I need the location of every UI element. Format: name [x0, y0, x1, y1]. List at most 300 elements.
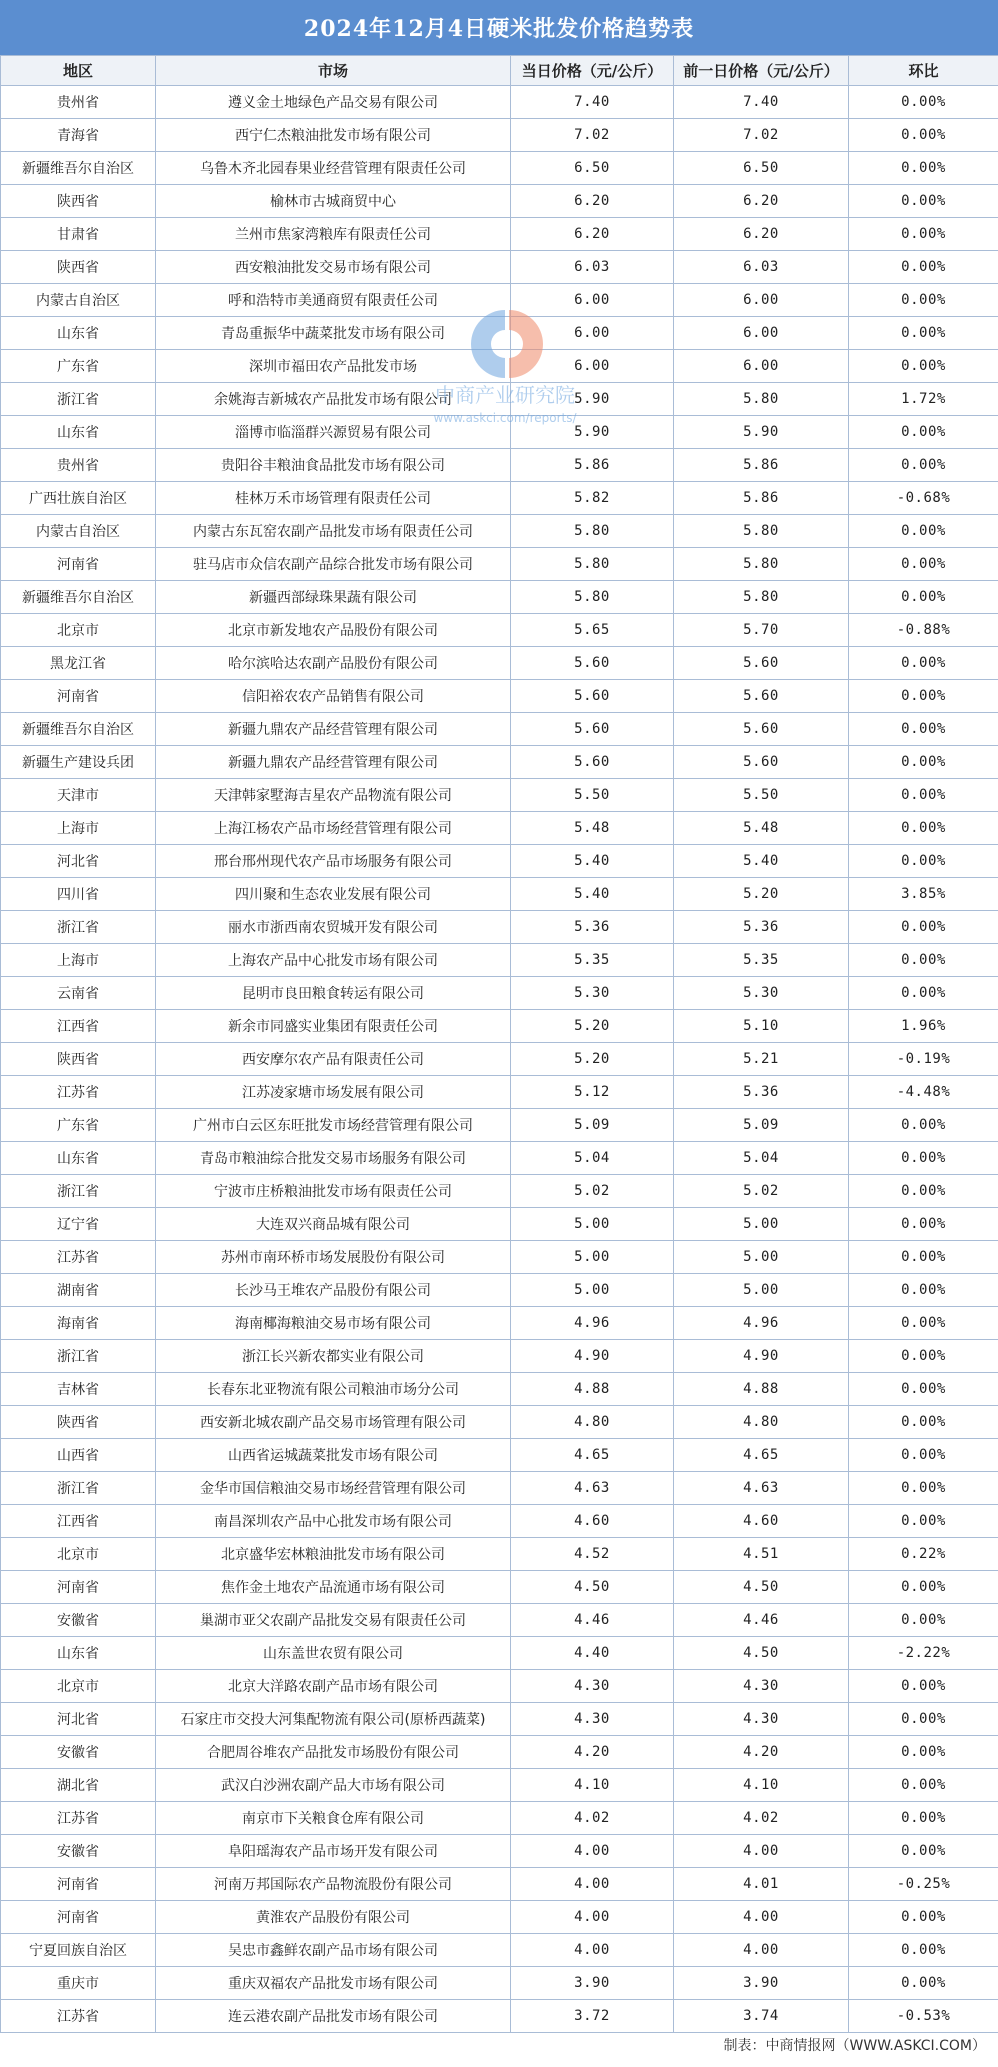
cell-prev-price: 4.46	[674, 1604, 849, 1637]
cell-prev-price: 5.70	[674, 614, 849, 647]
cell-change: 0.00%	[849, 1736, 998, 1769]
cell-market: 吴忠市鑫鲜农副产品市场有限公司	[156, 1934, 511, 1967]
cell-prev-price: 5.90	[674, 416, 849, 449]
cell-prev-price: 5.02	[674, 1175, 849, 1208]
table-row	[1, 1472, 998, 1505]
cell-change: 0.00%	[849, 1604, 998, 1637]
table-row	[1, 1175, 998, 1208]
table-body	[1, 86, 998, 2033]
cell-region: 江苏省	[1, 1076, 156, 1109]
table-row	[1, 1076, 998, 1109]
cell-market: 西安粮油批发交易市场有限公司	[156, 251, 511, 284]
cell-market: 新疆西部绿珠果蔬有限公司	[156, 581, 511, 614]
cell-today-price: 6.00	[511, 350, 674, 383]
cell-prev-price: 4.50	[674, 1637, 849, 1670]
cell-change: 0.00%	[849, 977, 998, 1010]
cell-market: 淄博市临淄群兴源贸易有限公司	[156, 416, 511, 449]
cell-prev-price: 5.60	[674, 647, 849, 680]
cell-change: 0.00%	[849, 1769, 998, 1802]
cell-region: 甘肃省	[1, 218, 156, 251]
cell-region: 河北省	[1, 1703, 156, 1736]
table-row	[1, 482, 998, 515]
cell-region: 辽宁省	[1, 1208, 156, 1241]
cell-today-price: 5.00	[511, 1241, 674, 1274]
cell-prev-price: 6.00	[674, 284, 849, 317]
cell-change: 3.85%	[849, 878, 998, 911]
cell-prev-price: 5.36	[674, 1076, 849, 1109]
table-row	[1, 911, 998, 944]
cell-market: 上海江杨农产品市场经营管理有限公司	[156, 812, 511, 845]
table-row	[1, 1505, 998, 1538]
cell-prev-price: 4.30	[674, 1670, 849, 1703]
cell-change: 1.96%	[849, 1010, 998, 1043]
cell-prev-price: 5.00	[674, 1208, 849, 1241]
cell-prev-price: 6.03	[674, 251, 849, 284]
table-row	[1, 647, 998, 680]
cell-market: 长春东北亚物流有限公司粮油市场分公司	[156, 1373, 511, 1406]
table-row	[1, 1010, 998, 1043]
cell-change: 0.00%	[849, 746, 998, 779]
cell-today-price: 5.40	[511, 845, 674, 878]
table-row	[1, 1835, 998, 1868]
cell-region: 四川省	[1, 878, 156, 911]
cell-region: 北京市	[1, 614, 156, 647]
table-row	[1, 845, 998, 878]
cell-region: 山东省	[1, 1637, 156, 1670]
cell-region: 江苏省	[1, 1802, 156, 1835]
cell-region: 广东省	[1, 350, 156, 383]
table-row	[1, 1934, 998, 1967]
header-market: 市场	[156, 56, 511, 86]
cell-market: 西安新北城农副产品交易市场管理有限公司	[156, 1406, 511, 1439]
cell-today-price: 5.80	[511, 548, 674, 581]
cell-today-price: 5.50	[511, 779, 674, 812]
cell-today-price: 7.40	[511, 86, 674, 119]
cell-today-price: 4.02	[511, 1802, 674, 1835]
cell-region: 陕西省	[1, 251, 156, 284]
cell-region: 河南省	[1, 548, 156, 581]
cell-today-price: 5.65	[511, 614, 674, 647]
cell-region: 浙江省	[1, 1175, 156, 1208]
cell-change: 0.00%	[849, 581, 998, 614]
cell-prev-price: 4.96	[674, 1307, 849, 1340]
cell-today-price: 5.60	[511, 647, 674, 680]
cell-today-price: 6.03	[511, 251, 674, 284]
cell-change: 0.00%	[849, 416, 998, 449]
cell-change: 0.00%	[849, 713, 998, 746]
cell-market: 天津韩家墅海吉星农产品物流有限公司	[156, 779, 511, 812]
footer-source: 制表：中商情报网（WWW.ASKCI.COM）	[723, 2038, 986, 2054]
cell-region: 安徽省	[1, 1835, 156, 1868]
header-prev-price: 前一日价格（元/公斤）	[674, 56, 849, 86]
cell-market: 青岛市粮油综合批发交易市场服务有限公司	[156, 1142, 511, 1175]
cell-today-price: 4.50	[511, 1571, 674, 1604]
cell-change: 0.00%	[849, 1934, 998, 1967]
cell-region: 山东省	[1, 1142, 156, 1175]
cell-market: 新疆九鼎农产品经营管理有限公司	[156, 746, 511, 779]
cell-change: -2.22%	[849, 1637, 998, 1670]
cell-today-price: 5.20	[511, 1043, 674, 1076]
cell-prev-price: 6.20	[674, 185, 849, 218]
table-row	[1, 449, 998, 482]
cell-change: 0.00%	[849, 350, 998, 383]
cell-today-price: 5.60	[511, 713, 674, 746]
cell-region: 海南省	[1, 1307, 156, 1340]
cell-today-price: 4.20	[511, 1736, 674, 1769]
cell-change: -0.53%	[849, 2000, 998, 2033]
cell-change: 0.00%	[849, 1406, 998, 1439]
cell-today-price: 5.86	[511, 449, 674, 482]
header-change: 环比	[849, 56, 998, 86]
cell-market: 河南万邦国际农产品物流股份有限公司	[156, 1868, 511, 1901]
table-row	[1, 1208, 998, 1241]
cell-region: 新疆维吾尔自治区	[1, 713, 156, 746]
cell-prev-price: 5.50	[674, 779, 849, 812]
cell-today-price: 4.52	[511, 1538, 674, 1571]
cell-change: 0.00%	[849, 680, 998, 713]
cell-prev-price: 5.40	[674, 845, 849, 878]
table-row	[1, 1340, 998, 1373]
table-row	[1, 1571, 998, 1604]
price-table	[0, 55, 998, 2033]
cell-region: 宁夏回族自治区	[1, 1934, 156, 1967]
table-row	[1, 218, 998, 251]
cell-region: 陕西省	[1, 1406, 156, 1439]
cell-market: 呼和浩特市美通商贸有限责任公司	[156, 284, 511, 317]
cell-today-price: 4.00	[511, 1934, 674, 1967]
cell-region: 贵州省	[1, 449, 156, 482]
table-row	[1, 1967, 998, 2000]
table-row	[1, 1868, 998, 1901]
cell-today-price: 5.02	[511, 1175, 674, 1208]
cell-prev-price: 5.80	[674, 383, 849, 416]
cell-region: 天津市	[1, 779, 156, 812]
cell-prev-price: 5.36	[674, 911, 849, 944]
cell-region: 浙江省	[1, 1472, 156, 1505]
cell-change: 0.00%	[849, 548, 998, 581]
cell-market: 余姚海吉新城农产品批发市场有限公司	[156, 383, 511, 416]
cell-today-price: 5.00	[511, 1208, 674, 1241]
table-row	[1, 1241, 998, 1274]
cell-region: 河南省	[1, 1901, 156, 1934]
table-row	[1, 1769, 998, 1802]
cell-today-price: 4.00	[511, 1868, 674, 1901]
cell-region: 黑龙江省	[1, 647, 156, 680]
cell-market: 苏州市南环桥市场发展股份有限公司	[156, 1241, 511, 1274]
cell-region: 贵州省	[1, 86, 156, 119]
cell-change: 0.00%	[849, 1703, 998, 1736]
table-row	[1, 1736, 998, 1769]
cell-market: 山西省运城蔬菜批发市场有限公司	[156, 1439, 511, 1472]
cell-change: 0.00%	[849, 911, 998, 944]
cell-change: 0.00%	[849, 449, 998, 482]
cell-prev-price: 5.30	[674, 977, 849, 1010]
cell-market: 合肥周谷堆农产品批发市场股份有限公司	[156, 1736, 511, 1769]
cell-today-price: 5.40	[511, 878, 674, 911]
cell-region: 重庆市	[1, 1967, 156, 2000]
cell-market: 深圳市福田农产品批发市场	[156, 350, 511, 383]
cell-market: 遵义金土地绿色产品交易有限公司	[156, 86, 511, 119]
table-row	[1, 944, 998, 977]
cell-change: 0.00%	[849, 1505, 998, 1538]
cell-change: -0.68%	[849, 482, 998, 515]
cell-prev-price: 4.80	[674, 1406, 849, 1439]
cell-market: 黄淮农产品股份有限公司	[156, 1901, 511, 1934]
table-row	[1, 251, 998, 284]
table-row	[1, 152, 998, 185]
cell-prev-price: 7.02	[674, 119, 849, 152]
cell-change: 0.00%	[849, 1571, 998, 1604]
cell-region: 云南省	[1, 977, 156, 1010]
cell-market: 南京市下关粮食仓库有限公司	[156, 1802, 511, 1835]
cell-today-price: 5.90	[511, 416, 674, 449]
cell-prev-price: 5.60	[674, 713, 849, 746]
cell-prev-price: 4.65	[674, 1439, 849, 1472]
table-row	[1, 383, 998, 416]
cell-today-price: 4.30	[511, 1703, 674, 1736]
cell-change: 0.00%	[849, 1241, 998, 1274]
cell-market: 石家庄市交投大河集配物流有限公司(原桥西蔬菜)	[156, 1703, 511, 1736]
table-row	[1, 515, 998, 548]
table-row	[1, 1109, 998, 1142]
cell-change: 0.00%	[849, 779, 998, 812]
cell-market: 北京大洋路农副产品市场有限公司	[156, 1670, 511, 1703]
cell-change: 0.00%	[849, 1142, 998, 1175]
cell-today-price: 6.20	[511, 185, 674, 218]
cell-prev-price: 6.00	[674, 350, 849, 383]
cell-prev-price: 4.02	[674, 1802, 849, 1835]
cell-change: 1.72%	[849, 383, 998, 416]
cell-today-price: 5.82	[511, 482, 674, 515]
cell-market: 武汉白沙洲农副产品大市场有限公司	[156, 1769, 511, 1802]
cell-prev-price: 3.74	[674, 2000, 849, 2033]
table-row	[1, 185, 998, 218]
cell-market: 邢台邢州现代农产品市场服务有限公司	[156, 845, 511, 878]
table-row	[1, 1703, 998, 1736]
cell-region: 河南省	[1, 1571, 156, 1604]
cell-today-price: 6.00	[511, 284, 674, 317]
cell-today-price: 6.20	[511, 218, 674, 251]
cell-region: 吉林省	[1, 1373, 156, 1406]
cell-prev-price: 5.04	[674, 1142, 849, 1175]
cell-market: 北京市新发地农产品股份有限公司	[156, 614, 511, 647]
cell-today-price: 5.12	[511, 1076, 674, 1109]
cell-region: 江苏省	[1, 2000, 156, 2033]
cell-market: 重庆双福农产品批发市场有限公司	[156, 1967, 511, 2000]
cell-region: 江西省	[1, 1010, 156, 1043]
cell-region: 浙江省	[1, 1340, 156, 1373]
cell-today-price: 4.88	[511, 1373, 674, 1406]
cell-prev-price: 5.20	[674, 878, 849, 911]
table-row	[1, 86, 998, 119]
table-title: 2024年12月4日硬米批发价格趋势表	[0, 0, 998, 55]
table-row	[1, 1901, 998, 1934]
cell-today-price: 5.80	[511, 581, 674, 614]
cell-prev-price: 5.09	[674, 1109, 849, 1142]
cell-region: 山东省	[1, 317, 156, 350]
cell-market: 青岛重振华中蔬菜批发市场有限公司	[156, 317, 511, 350]
header-region: 地区	[1, 56, 156, 86]
cell-market: 广州市白云区东旺批发市场经营管理有限公司	[156, 1109, 511, 1142]
cell-market: 榆林市古城商贸中心	[156, 185, 511, 218]
table-row	[1, 1307, 998, 1340]
cell-today-price: 3.72	[511, 2000, 674, 2033]
cell-today-price: 4.00	[511, 1901, 674, 1934]
cell-region: 江苏省	[1, 1241, 156, 1274]
cell-region: 陕西省	[1, 1043, 156, 1076]
cell-change: 0.00%	[849, 284, 998, 317]
cell-market: 江苏凌家塘市场发展有限公司	[156, 1076, 511, 1109]
cell-prev-price: 6.00	[674, 317, 849, 350]
cell-prev-price: 4.50	[674, 1571, 849, 1604]
cell-prev-price: 5.86	[674, 482, 849, 515]
cell-change: 0.00%	[849, 1208, 998, 1241]
cell-prev-price: 4.63	[674, 1472, 849, 1505]
cell-region: 内蒙古自治区	[1, 284, 156, 317]
cell-region: 山东省	[1, 416, 156, 449]
table-row	[1, 812, 998, 845]
cell-market: 昆明市良田粮食转运有限公司	[156, 977, 511, 1010]
table-row	[1, 1802, 998, 1835]
cell-market: 乌鲁木齐北园春果业经营管理有限责任公司	[156, 152, 511, 185]
cell-today-price: 4.46	[511, 1604, 674, 1637]
cell-today-price: 6.00	[511, 317, 674, 350]
cell-market: 阜阳瑶海农产品市场开发有限公司	[156, 1835, 511, 1868]
cell-change: 0.00%	[849, 1274, 998, 1307]
cell-market: 哈尔滨哈达农副产品股份有限公司	[156, 647, 511, 680]
cell-market: 新疆九鼎农产品经营管理有限公司	[156, 713, 511, 746]
cell-change: 0.00%	[849, 1373, 998, 1406]
cell-prev-price: 3.90	[674, 1967, 849, 2000]
cell-market: 宁波市庄桥粮油批发市场有限责任公司	[156, 1175, 511, 1208]
cell-market: 南昌深圳农产品中心批发市场有限公司	[156, 1505, 511, 1538]
cell-today-price: 5.09	[511, 1109, 674, 1142]
cell-market: 浙江长兴新农都实业有限公司	[156, 1340, 511, 1373]
cell-prev-price: 5.80	[674, 515, 849, 548]
cell-market: 丽水市浙西南农贸城开发有限公司	[156, 911, 511, 944]
cell-change: 0.00%	[849, 845, 998, 878]
table-row	[1, 779, 998, 812]
cell-market: 兰州市焦家湾粮库有限责任公司	[156, 218, 511, 251]
cell-change: 0.00%	[849, 1340, 998, 1373]
cell-prev-price: 4.00	[674, 1835, 849, 1868]
cell-region: 湖南省	[1, 1274, 156, 1307]
cell-today-price: 5.20	[511, 1010, 674, 1043]
header-today-price: 当日价格（元/公斤）	[511, 56, 674, 86]
cell-prev-price: 4.00	[674, 1934, 849, 1967]
cell-today-price: 4.63	[511, 1472, 674, 1505]
cell-prev-price: 5.21	[674, 1043, 849, 1076]
cell-region: 上海市	[1, 812, 156, 845]
cell-today-price: 3.90	[511, 1967, 674, 2000]
table-row	[1, 614, 998, 647]
cell-prev-price: 4.20	[674, 1736, 849, 1769]
cell-market: 海南椰海粮油交易市场有限公司	[156, 1307, 511, 1340]
cell-region: 河南省	[1, 680, 156, 713]
table-row	[1, 680, 998, 713]
cell-prev-price: 4.10	[674, 1769, 849, 1802]
cell-region: 浙江省	[1, 911, 156, 944]
cell-change: 0.00%	[849, 944, 998, 977]
cell-prev-price: 4.01	[674, 1868, 849, 1901]
cell-change: 0.00%	[849, 317, 998, 350]
cell-prev-price: 4.00	[674, 1901, 849, 1934]
cell-today-price: 5.00	[511, 1274, 674, 1307]
cell-change: 0.00%	[849, 812, 998, 845]
cell-market: 西宁仁杰粮油批发市场有限公司	[156, 119, 511, 152]
cell-prev-price: 7.40	[674, 86, 849, 119]
cell-region: 内蒙古自治区	[1, 515, 156, 548]
cell-market: 内蒙古东瓦窑农副产品批发市场有限责任公司	[156, 515, 511, 548]
cell-region: 广西壮族自治区	[1, 482, 156, 515]
cell-today-price: 5.48	[511, 812, 674, 845]
cell-today-price: 4.00	[511, 1835, 674, 1868]
cell-change: -0.88%	[849, 614, 998, 647]
cell-region: 河南省	[1, 1868, 156, 1901]
table-row	[1, 416, 998, 449]
cell-market: 连云港农副产品批发市场有限公司	[156, 2000, 511, 2033]
table-row	[1, 1274, 998, 1307]
cell-region: 北京市	[1, 1538, 156, 1571]
cell-prev-price: 6.20	[674, 218, 849, 251]
table-row	[1, 1406, 998, 1439]
cell-market: 巢湖市亚父农副产品批发交易有限责任公司	[156, 1604, 511, 1637]
cell-today-price: 5.60	[511, 746, 674, 779]
cell-market: 贵阳谷丰粮油食品批发市场有限公司	[156, 449, 511, 482]
table-row	[1, 317, 998, 350]
cell-market: 焦作金土地农产品流通市场有限公司	[156, 1571, 511, 1604]
cell-region: 新疆生产建设兵团	[1, 746, 156, 779]
watermark-url: www.askci.com/reports/	[433, 411, 577, 425]
cell-change: 0.00%	[849, 218, 998, 251]
table-row	[1, 1538, 998, 1571]
cell-region: 上海市	[1, 944, 156, 977]
cell-region: 安徽省	[1, 1604, 156, 1637]
cell-market: 新余市同盛实业集团有限责任公司	[156, 1010, 511, 1043]
cell-market: 金华市国信粮油交易市场经营管理有限公司	[156, 1472, 511, 1505]
cell-today-price: 5.04	[511, 1142, 674, 1175]
cell-today-price: 5.30	[511, 977, 674, 1010]
table-row	[1, 1439, 998, 1472]
cell-change: 0.00%	[849, 152, 998, 185]
cell-change: 0.00%	[849, 1802, 998, 1835]
cell-region: 河北省	[1, 845, 156, 878]
cell-change: 0.00%	[849, 86, 998, 119]
cell-prev-price: 5.86	[674, 449, 849, 482]
cell-region: 新疆维吾尔自治区	[1, 581, 156, 614]
cell-prev-price: 5.60	[674, 680, 849, 713]
cell-prev-price: 5.00	[674, 1274, 849, 1307]
cell-change: 0.00%	[849, 1175, 998, 1208]
cell-prev-price: 5.80	[674, 581, 849, 614]
cell-today-price: 4.40	[511, 1637, 674, 1670]
cell-change: 0.00%	[849, 119, 998, 152]
cell-region: 安徽省	[1, 1736, 156, 1769]
table-row	[1, 284, 998, 317]
cell-region: 江西省	[1, 1505, 156, 1538]
cell-today-price: 5.80	[511, 515, 674, 548]
cell-market: 驻马店市众信农副产品综合批发市场有限公司	[156, 548, 511, 581]
cell-prev-price: 5.48	[674, 812, 849, 845]
cell-market: 长沙马王堆农产品股份有限公司	[156, 1274, 511, 1307]
cell-prev-price: 5.35	[674, 944, 849, 977]
cell-today-price: 5.90	[511, 383, 674, 416]
cell-market: 西安摩尔农产品有限责任公司	[156, 1043, 511, 1076]
cell-today-price: 4.96	[511, 1307, 674, 1340]
cell-region: 浙江省	[1, 383, 156, 416]
cell-today-price: 5.35	[511, 944, 674, 977]
cell-prev-price: 5.60	[674, 746, 849, 779]
